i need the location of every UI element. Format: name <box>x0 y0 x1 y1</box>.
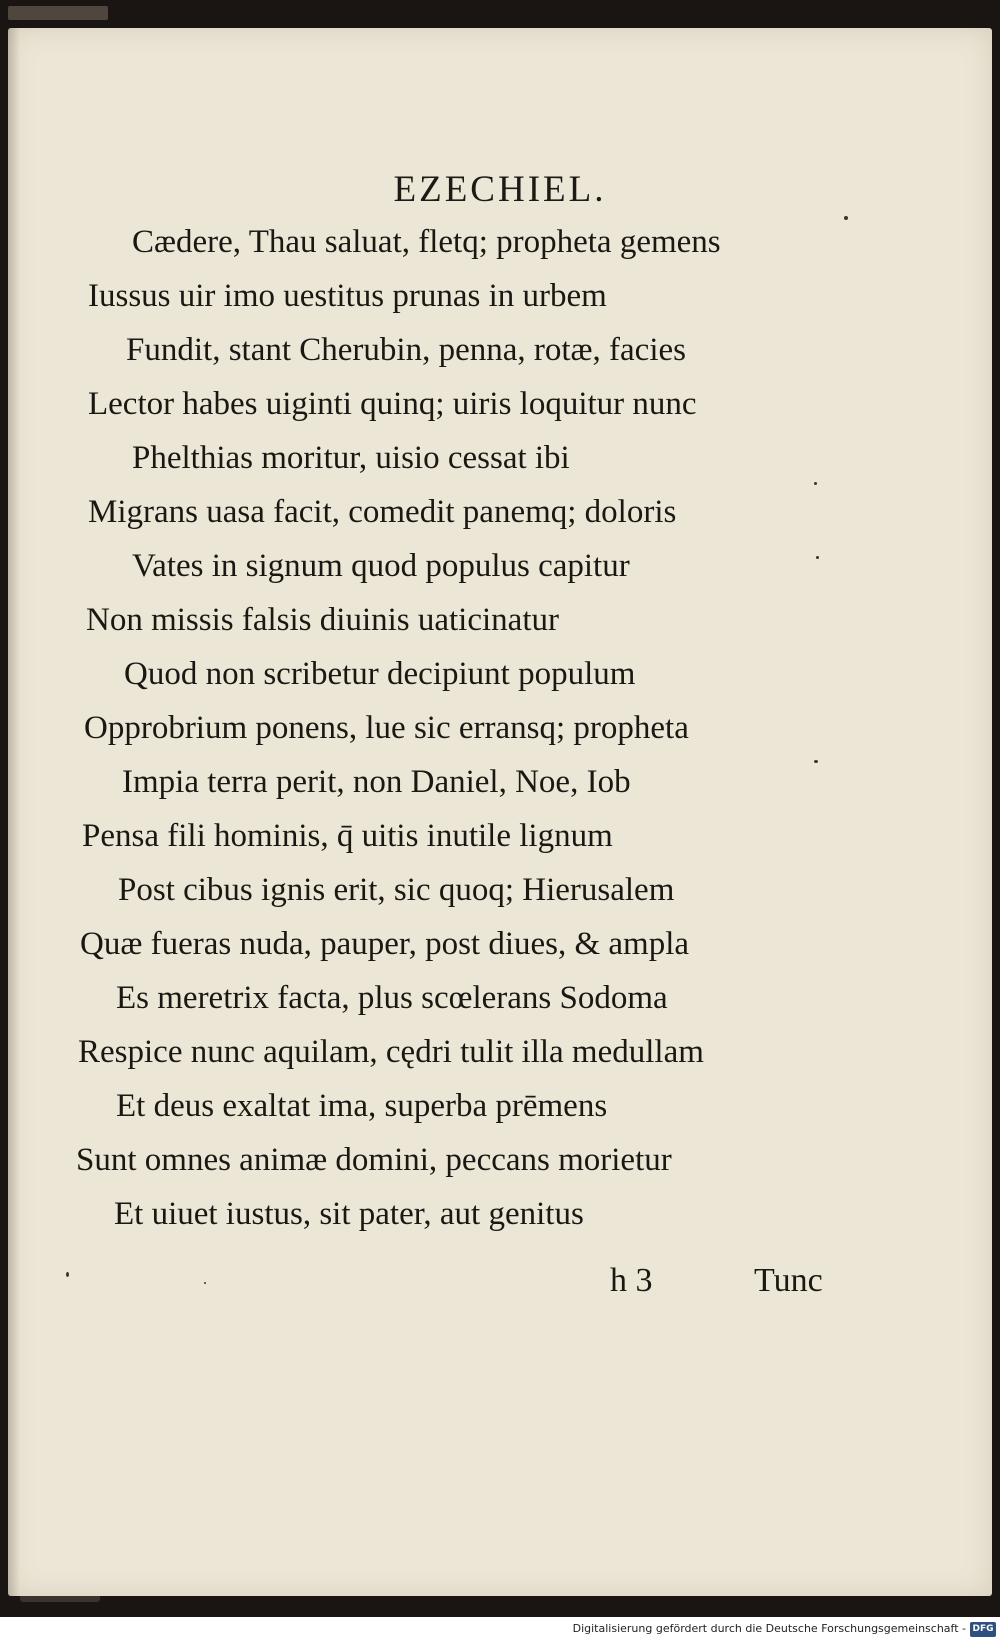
ink-speck <box>66 1272 69 1277</box>
verse-line: Es meretrix facta, plus scœlerans Sodoma <box>116 980 668 1016</box>
verse-line: Opprobrium ponens, lue sic erransq; propheta <box>84 710 689 746</box>
signature-mark: h 3 <box>610 1262 653 1299</box>
verse-line: Et deus exaltat ima, superba prēmens <box>116 1088 608 1124</box>
verse-line: Quæ fueras nuda, pauper, post diues, & ampla <box>80 926 690 962</box>
ink-speck <box>204 1282 206 1284</box>
verse-line: Impia terra perit, non Daniel, Noe, Iob <box>122 764 631 800</box>
verse-line: Et uiuet iustus, sit pater, aut genitus <box>114 1196 584 1232</box>
funding-credit: Digitalisierung gefördert durch die Deutsche Forschungsgemeinschaft - <box>572 1622 966 1635</box>
verse-line: Cædere, Thau saluat, fletq; propheta gemens <box>132 224 721 260</box>
verse-line: Post cibus ignis erit, sic quoq; Hierusalem <box>118 872 675 908</box>
ink-speck <box>814 482 817 485</box>
running-head: EZECHIEL. <box>393 169 607 210</box>
verse-line: Respice nunc aquilam, cędri tulit illa medullam <box>78 1034 704 1070</box>
verse-line: Quod non scribetur decipiunt populum <box>124 656 636 692</box>
verse-line: Non missis falsis diuinis uaticinatur <box>86 602 559 638</box>
ink-speck <box>844 216 848 220</box>
verse-line: Lector habes uiginti quinq; uiris loquitur nunc <box>88 386 697 422</box>
ink-speck <box>816 556 819 559</box>
verse-line: Vates in signum quod populus capitur <box>132 548 630 584</box>
verse-line: Sunt omnes animæ domini, peccans morietur <box>76 1142 672 1178</box>
verse-line: Iussus uir imo uestitus prunas in urbem <box>88 278 607 314</box>
frame-wear-top <box>8 6 108 20</box>
verse-line: Migrans uasa facit, comedit panemq; doloris <box>88 494 677 530</box>
ink-speck <box>814 760 818 763</box>
book-page <box>8 28 992 1596</box>
page-gutter-shadow <box>8 28 20 1596</box>
verse-line: Fundit, stant Cherubin, penna, rotæ, facies <box>126 332 686 368</box>
verse-line: Phelthias moritur, uisio cessat ibi <box>132 440 570 476</box>
catchword: Tunc <box>754 1262 823 1299</box>
verse-line: Pensa fili hominis, q̄ uitis inutile lignum <box>82 818 613 854</box>
footer-bar <box>0 1619 1000 1641</box>
dfg-logo: DFG <box>970 1622 996 1637</box>
